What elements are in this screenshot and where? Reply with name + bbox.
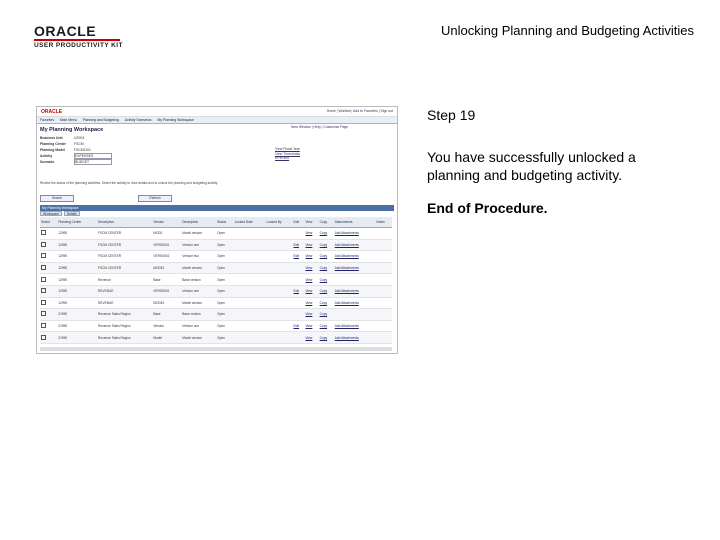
grid-cell: Base version xyxy=(181,274,216,286)
grid-cell: 12990 xyxy=(57,251,97,263)
grid-cell: FSCM CENTER xyxy=(97,239,152,251)
grid-cell xyxy=(293,309,305,321)
grid-cell: VERSION2 xyxy=(152,251,181,263)
grid-cell: REVENUE xyxy=(97,297,152,309)
grid-column-header: Select xyxy=(40,217,57,228)
grid-cell: Copy xyxy=(319,332,334,344)
grid-cell: Version one xyxy=(181,239,216,251)
grid-cell xyxy=(293,228,305,240)
grid-column-header: Version xyxy=(152,217,181,228)
screenshot-buttons xyxy=(40,195,392,203)
grid-cell: MODEL xyxy=(152,262,181,274)
row-checkbox xyxy=(40,332,57,344)
grid-cell: View xyxy=(304,274,318,286)
grid-cell: Open xyxy=(216,320,234,332)
grid-cell: Open xyxy=(216,297,234,309)
grid-cell: Add Attachments xyxy=(334,297,376,309)
grid-cell: FSCM CENTER xyxy=(97,251,152,263)
grid-cell: VERSION1 xyxy=(152,285,181,297)
grid-cell: Add Attachments xyxy=(334,332,376,344)
screenshot-subtabs xyxy=(40,211,100,216)
grid-cell: Open xyxy=(216,332,234,344)
grid-cell: Copy xyxy=(319,251,334,263)
grid-cell: MODEL xyxy=(152,297,181,309)
grid-column-header: View xyxy=(304,217,318,228)
grid-cell xyxy=(266,332,293,344)
grid-row xyxy=(40,309,392,321)
grid-cell xyxy=(375,239,392,251)
grid-cell: Copy xyxy=(319,309,334,321)
form-value: FSCM1101 xyxy=(74,148,91,152)
form-field: EXPENSES xyxy=(74,153,112,159)
grid-cell: Model version xyxy=(181,228,216,240)
grid-cell: Version one xyxy=(181,285,216,297)
grid-cell: Model version xyxy=(181,297,216,309)
grid-cell xyxy=(234,239,266,251)
grid-cell: Open xyxy=(216,251,234,263)
grid-cell: Edit xyxy=(293,239,305,251)
grid-cell xyxy=(375,297,392,309)
grid-cell xyxy=(375,285,392,297)
grid-cell: Open xyxy=(216,239,234,251)
grid-cell: Add Attachments xyxy=(334,320,376,332)
screenshot-top-links: Home | Worklist | Add to Favorites | Sign out xyxy=(326,109,393,113)
grid-cell: Copy xyxy=(319,285,334,297)
document-title: Unlocking Planning and Budgeting Activities xyxy=(441,23,694,38)
grid-cell xyxy=(375,262,392,274)
grid-column-header: Planning Center xyxy=(57,217,97,228)
grid-cell: Revenue Sales Region xyxy=(97,332,152,344)
grid-cell: 12990 xyxy=(57,262,97,274)
grid-cell: 21990 xyxy=(57,320,97,332)
grid-cell: 12990 xyxy=(57,285,97,297)
step-screenshot xyxy=(36,106,398,354)
form-field: BUDGET xyxy=(74,159,112,165)
menu-item: Activity Scenarios xyxy=(124,118,152,122)
form-label: Activity xyxy=(40,154,53,158)
grid-cell xyxy=(234,332,266,344)
menu-item: Main Menu xyxy=(59,118,77,122)
row-checkbox xyxy=(40,228,57,240)
grid-cell: Revenue Sales Region xyxy=(97,320,152,332)
grid-cell: 12990 xyxy=(57,228,97,240)
subtab: Details xyxy=(64,211,80,216)
grid-cell: Open xyxy=(216,262,234,274)
grid-row xyxy=(40,274,392,286)
grid-cell xyxy=(293,332,305,344)
row-checkbox xyxy=(40,297,57,309)
grid-cell xyxy=(266,285,293,297)
screenshot-form xyxy=(40,135,270,165)
grid-cell xyxy=(375,332,392,344)
search-button: Search xyxy=(40,195,74,202)
menu-item: Favorites xyxy=(40,118,54,122)
end-of-procedure: End of Procedure. xyxy=(427,200,548,216)
screenshot-header xyxy=(37,107,397,117)
grid-column-header: Edit xyxy=(293,217,305,228)
grid-cell: Open xyxy=(216,274,234,286)
logo-wordmark: ORACLE xyxy=(34,23,97,39)
grid-cell xyxy=(375,309,392,321)
grid-cell xyxy=(234,285,266,297)
grid-column-header: Description xyxy=(181,217,216,228)
grid-cell: Copy xyxy=(319,262,334,274)
grid-row xyxy=(40,320,392,332)
step-number: Step 19 xyxy=(427,107,476,123)
screenshot-instructions: Review the status of the planning activities. Select the activity to view details and to unlock the planning and budgeting activity. xyxy=(40,181,219,185)
grid-cell: Add Attachments xyxy=(334,228,376,240)
grid-cell: Version xyxy=(152,320,181,332)
row-checkbox xyxy=(40,309,57,321)
grid-cell xyxy=(266,320,293,332)
grid-cell: Edit xyxy=(293,285,305,297)
side-link: View Fiscal Year xyxy=(275,147,300,151)
grid-column-header: Status xyxy=(216,217,234,228)
grid-cell: View xyxy=(304,239,318,251)
grid-cell xyxy=(234,228,266,240)
grid-cell: MOD1 xyxy=(152,228,181,240)
grid-row xyxy=(40,297,392,309)
grid-row xyxy=(40,228,392,240)
grid-cell: Model version xyxy=(181,262,216,274)
row-checkbox xyxy=(40,285,57,297)
menu-item: My Planning Workspace xyxy=(157,118,195,122)
form-label: Business Unit xyxy=(40,136,63,140)
form-label: Planning Center xyxy=(40,142,66,146)
screenshot-activity-grid xyxy=(40,217,392,344)
grid-cell: Copy xyxy=(319,228,334,240)
side-link: RPM Info xyxy=(275,156,290,160)
row-checkbox xyxy=(40,274,57,286)
form-label: Scenario xyxy=(40,160,55,164)
grid-cell: Revenue xyxy=(97,274,152,286)
grid-cell: Edit xyxy=(293,320,305,332)
grid-cell: FSCM CENTER xyxy=(97,228,152,240)
form-value: US001 xyxy=(74,136,85,140)
row-checkbox xyxy=(40,320,57,332)
grid-cell xyxy=(334,309,376,321)
grid-cell: REVENUE xyxy=(97,285,152,297)
grid-cell: 12990 xyxy=(57,297,97,309)
grid-cell xyxy=(293,297,305,309)
grid-cell: Base xyxy=(152,309,181,321)
grid-cell: Copy xyxy=(319,320,334,332)
grid-column-header: Description xyxy=(97,217,152,228)
grid-cell: Copy xyxy=(319,297,334,309)
grid-cell xyxy=(375,274,392,286)
grid-cell: Add Attachments xyxy=(334,239,376,251)
grid-column-header: Notes xyxy=(375,217,392,228)
grid-cell: View xyxy=(304,320,318,332)
screenshot-side-links xyxy=(275,147,385,161)
grid-cell: VERSION1 xyxy=(152,239,181,251)
grid-cell xyxy=(375,251,392,263)
grid-cell: View xyxy=(304,332,318,344)
grid-cell: Base version xyxy=(181,309,216,321)
screenshot-menu-bar xyxy=(37,117,397,124)
grid-row xyxy=(40,332,392,344)
grid-cell: Version one xyxy=(181,320,216,332)
grid-cell xyxy=(266,274,293,286)
grid-cell: Model version xyxy=(181,332,216,344)
form-value: FSCM xyxy=(74,142,84,146)
grid-cell xyxy=(266,239,293,251)
grid-cell xyxy=(234,262,266,274)
grid-cell: 12990 xyxy=(57,239,97,251)
grid-row xyxy=(40,251,392,263)
row-checkbox xyxy=(40,262,57,274)
screenshot-help-links: New Window | Help | Customize Page xyxy=(291,125,349,129)
grid-cell: View xyxy=(304,251,318,263)
grid-cell: Add Attachments xyxy=(334,251,376,263)
grid-column-header: Attachments xyxy=(334,217,376,228)
grid-cell: View xyxy=(304,228,318,240)
logo-subtitle: USER PRODUCTIVITY KIT xyxy=(34,42,123,49)
grid-cell xyxy=(266,228,293,240)
refresh-button: Refresh xyxy=(138,195,172,202)
grid-cell xyxy=(234,309,266,321)
grid-column-header: Copy xyxy=(319,217,334,228)
row-checkbox xyxy=(40,251,57,263)
grid-row xyxy=(40,262,392,274)
grid-cell: Open xyxy=(216,228,234,240)
screenshot-horizontal-scrollbar xyxy=(40,347,392,351)
grid-cell: Add Attachments xyxy=(334,285,376,297)
grid-cell: 12990 xyxy=(57,274,97,286)
grid-cell xyxy=(293,262,305,274)
grid-cell: Open xyxy=(216,285,234,297)
grid-row xyxy=(40,285,392,297)
form-label: Planning Model xyxy=(40,148,66,152)
grid-column-header: Locked By xyxy=(266,217,293,228)
grid-cell xyxy=(293,274,305,286)
grid-cell: Version two xyxy=(181,251,216,263)
grid-cell: FSCM CENTER xyxy=(97,262,152,274)
grid-cell xyxy=(234,251,266,263)
grid-cell: Copy xyxy=(319,239,334,251)
grid-cell xyxy=(266,309,293,321)
grid-cell: Add Attachments xyxy=(334,262,376,274)
grid-row xyxy=(40,239,392,251)
menu-item: Planning and Budgeting xyxy=(82,118,119,122)
grid-cell xyxy=(334,274,376,286)
screenshot-page-title: My Planning Workspace xyxy=(40,127,104,133)
grid-cell xyxy=(266,251,293,263)
grid-cell xyxy=(266,262,293,274)
grid-cell xyxy=(375,320,392,332)
subtab: Workspace xyxy=(40,211,62,216)
grid-column-header: Locked Date xyxy=(234,217,266,228)
grid-cell: 21990 xyxy=(57,309,97,321)
grid-cell: Revenue Sales Region xyxy=(97,309,152,321)
grid-cell xyxy=(266,297,293,309)
screenshot-grid-tab-bar: My Planning Workspace xyxy=(40,205,394,211)
oracle-upk-logo xyxy=(34,24,124,49)
grid-cell: View xyxy=(304,285,318,297)
grid-cell xyxy=(234,297,266,309)
step-description: You have successfully unlocked a planning and budgeting activity. xyxy=(427,149,636,183)
row-checkbox xyxy=(40,239,57,251)
grid-cell xyxy=(234,320,266,332)
grid-cell: View xyxy=(304,262,318,274)
logo-rule xyxy=(34,39,120,41)
grid-cell: View xyxy=(304,297,318,309)
grid-cell: Edit xyxy=(293,251,305,263)
side-link: View Thresholds xyxy=(275,151,300,156)
grid-cell: Copy xyxy=(319,274,334,286)
grid-cell: 21990 xyxy=(57,332,97,344)
grid-cell: Base xyxy=(152,274,181,286)
grid-cell: View xyxy=(304,309,318,321)
grid-cell: Open xyxy=(216,309,234,321)
screenshot-logo: ORACLE xyxy=(41,109,63,115)
grid-cell xyxy=(234,274,266,286)
grid-cell: Model xyxy=(152,332,181,344)
grid-cell xyxy=(375,228,392,240)
